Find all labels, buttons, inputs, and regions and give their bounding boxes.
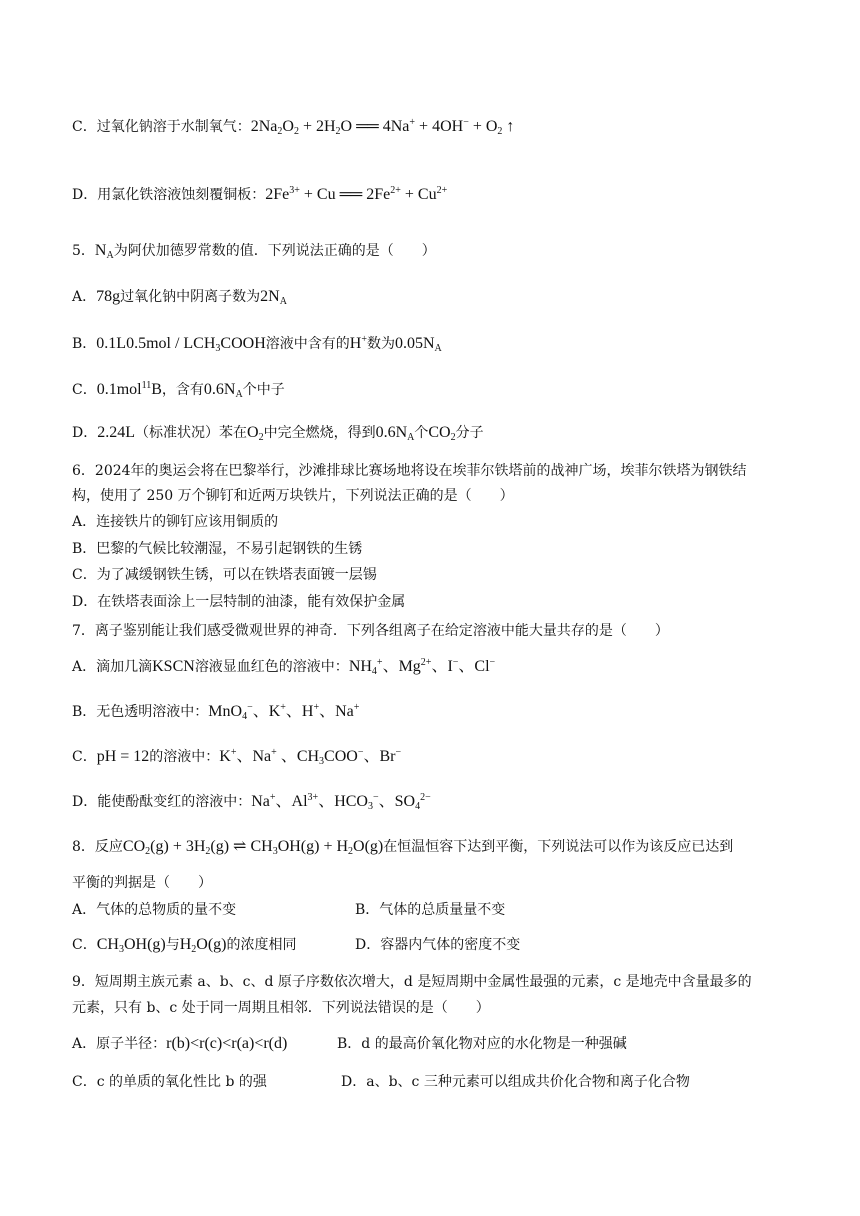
q5-d-o2: $O_2$ [247,424,264,443]
q8-option-a: A．气体的总物质的量不变 [72,902,237,918]
q5-c-text2: 个中子 [242,382,285,398]
q5-b-text: 溶液中含有的 [265,336,350,352]
q9-option-d: D．a、b、c 三种元素可以组成共价化合物和离子化合物 [341,1074,690,1090]
q7-option-c [72,747,401,767]
q5-a-label: A． [72,289,97,305]
q5-d-value: $0.6N_A$ [375,424,415,443]
q7-a-text: 溶液显血红色的溶液中： [194,659,349,675]
q7-c-ph: pH = 12 [96,748,150,765]
q5-d-text4: 分子 [455,425,484,441]
q7-d-ions: Na+、$Al^{3+}$、$HCO_3^-$、$SO_4^{2-}$ [251,792,431,812]
q5-option-b [72,334,442,354]
q6-option-a: A．连接铁片的铆钉应该用铜质的 [72,514,279,530]
q5-b-solution: $0.1L0.5mol / LCH_3COOH$ [96,335,266,354]
q5-b-label: B． [72,336,97,352]
q8-c-ch3oh: $CH_3OH(g)$ [96,936,166,955]
q8-option-d: D．容器内气体的密度不变 [355,937,521,953]
q7-option-b [72,702,359,722]
q7-option-d [72,792,431,812]
q8-c-h2o: $H_2O(g)$ [179,936,227,955]
q5-d-text: （标准状况）苯在 [135,425,248,441]
q7-a-ions: $NH_4^+$、$Mg^{2+}$、I−、Cl− [348,657,496,677]
q4-c-equation: $2Na_2O_2 + 2H_2O$ ══ $4Na^+ + 4OH^- + O_2$ ↑ [250,117,515,137]
q9-stem-line1: 9．短周期主族元素 a、b、c、d 原子序数依次增大，d 是短周期中金属性最强的元素，c 是地壳中含量最多的 [72,974,752,990]
q9-a-label: A．原子半径： [72,1036,167,1052]
q5-d-co2: $CO_2$ [428,424,456,443]
q5-d-text3: 个 [414,425,429,441]
q5-option-d [72,423,484,443]
q7-option-a [72,657,495,677]
q5-b-text2: 数为 [366,336,395,352]
q5-c-label: C． [72,382,97,398]
q5-option-c [72,380,285,400]
q7-c-ions: K+、Na+ 、$CH_3COO^-$、Br− [219,747,402,767]
q7-c-text: 的溶液中： [149,749,220,765]
q8-c-label: C． [72,937,97,953]
q5-na-symbol: $N_A$ [94,242,114,261]
q6-option-b: B．巴黎的气候比较潮湿，不易引起钢铁的生锈 [72,541,363,557]
q5-c-amount: 0.1mol$^{11}$B [96,380,162,398]
q9-option-c: C．c 的单质的氧化性比 b 的强 [72,1074,267,1090]
q5-stem-text: 为阿伏加德罗常数的值．下列说法正确的是（ ） [113,243,436,259]
q4-c-label: C．过氧化钠溶于水制氧气： [72,119,251,135]
q4-d-equation: $2Fe^{3+} + Cu$ ══ $2Fe^{2+} + Cu^{2+}$ [265,185,448,203]
q7-a-reagent: KSCN [152,658,195,675]
q9-a-equation: r(b)<r(c)<r(a)<r(d) [166,1035,288,1052]
q5-d-text2: 中完全燃烧，得到 [263,425,376,441]
q8-stem-line2: 平衡的判据是（ ） [72,875,212,891]
q6-option-d: D．在铁塔表面涂上一层特制的油漆，能有效保护金属 [72,594,406,610]
q8-c-text2: 的浓度相同 [226,937,297,953]
q5-option-a [72,287,287,307]
q9-option-a [72,1034,287,1054]
q5-d-label: D． [72,425,98,441]
q8-equation: $CO_2(g) + 3H_2(g)$ ⇌ $CH_3OH(g) + H_2O(g)$ [122,838,384,857]
q6-stem-line2: 构，使用了 250 万个铆钉和近两万块铁片，下列说法正确的是（ ） [72,488,514,504]
q4-option-c [72,117,514,137]
q5-c-value: $0.6N_A$ [203,381,243,400]
q7-a-label: A．滴加几滴 [72,659,153,675]
q8-stem [72,837,733,857]
q8-number: 8．反应 [72,839,123,855]
q5-a-value: $2N_A$ [260,288,287,307]
q5-c-text: ，含有 [161,382,204,398]
q9-option-b: B．d 的最高价氧化物对应的水化物是一种强碱 [337,1036,627,1052]
q5-b-ion: H+ [349,334,367,352]
q7-d-text: D．能使酚酞变红的溶液中： [72,794,252,810]
q6-stem-line1: 6．2024年的奥运会将在巴黎举行，沙滩排球比赛场地将设在埃菲尔铁塔前的战神广场，埃菲尔铁塔为钢铁结 [72,463,747,479]
q6-option-c: C．为了减缓钢铁生锈，可以在铁塔表面镀一层锡 [72,567,377,583]
q4-option-d [72,185,447,205]
q8-option-c [72,935,297,955]
q5-d-volume: 2.24L [97,424,136,441]
q7-stem: 7．离子鉴别能让我们感受微观世界的神奇．下列各组离子在给定溶液中能大量共存的是（ ） [72,623,669,639]
q5-stem [72,241,436,261]
q8-stem-text: 在恒温恒容下达到平衡，下列说法可以作为该反应已达到 [383,839,734,855]
q8-option-b: B．气体的总质量量不变 [355,902,506,918]
q5-b-value: $0.05N_A$ [394,335,442,354]
q7-c-label: C． [72,749,97,765]
q5-a-text: 过氧化钠中阴离子数为 [120,289,261,305]
q9-stem-line2: 元素，只有 b、c 处于同一周期且相邻．下列说法错误的是（ ） [72,1000,490,1016]
q7-b-ions: MnO$_4$−、K+、H+、Na+ [208,702,360,722]
q4-d-label: D．用氯化铁溶液蚀刻覆铜板： [72,187,266,203]
q7-b-text: B．无色透明溶液中： [72,704,209,720]
q5-number: 5． [72,243,95,259]
q8-c-text: 与 [165,937,180,953]
q5-a-mass: 78g [96,288,121,305]
